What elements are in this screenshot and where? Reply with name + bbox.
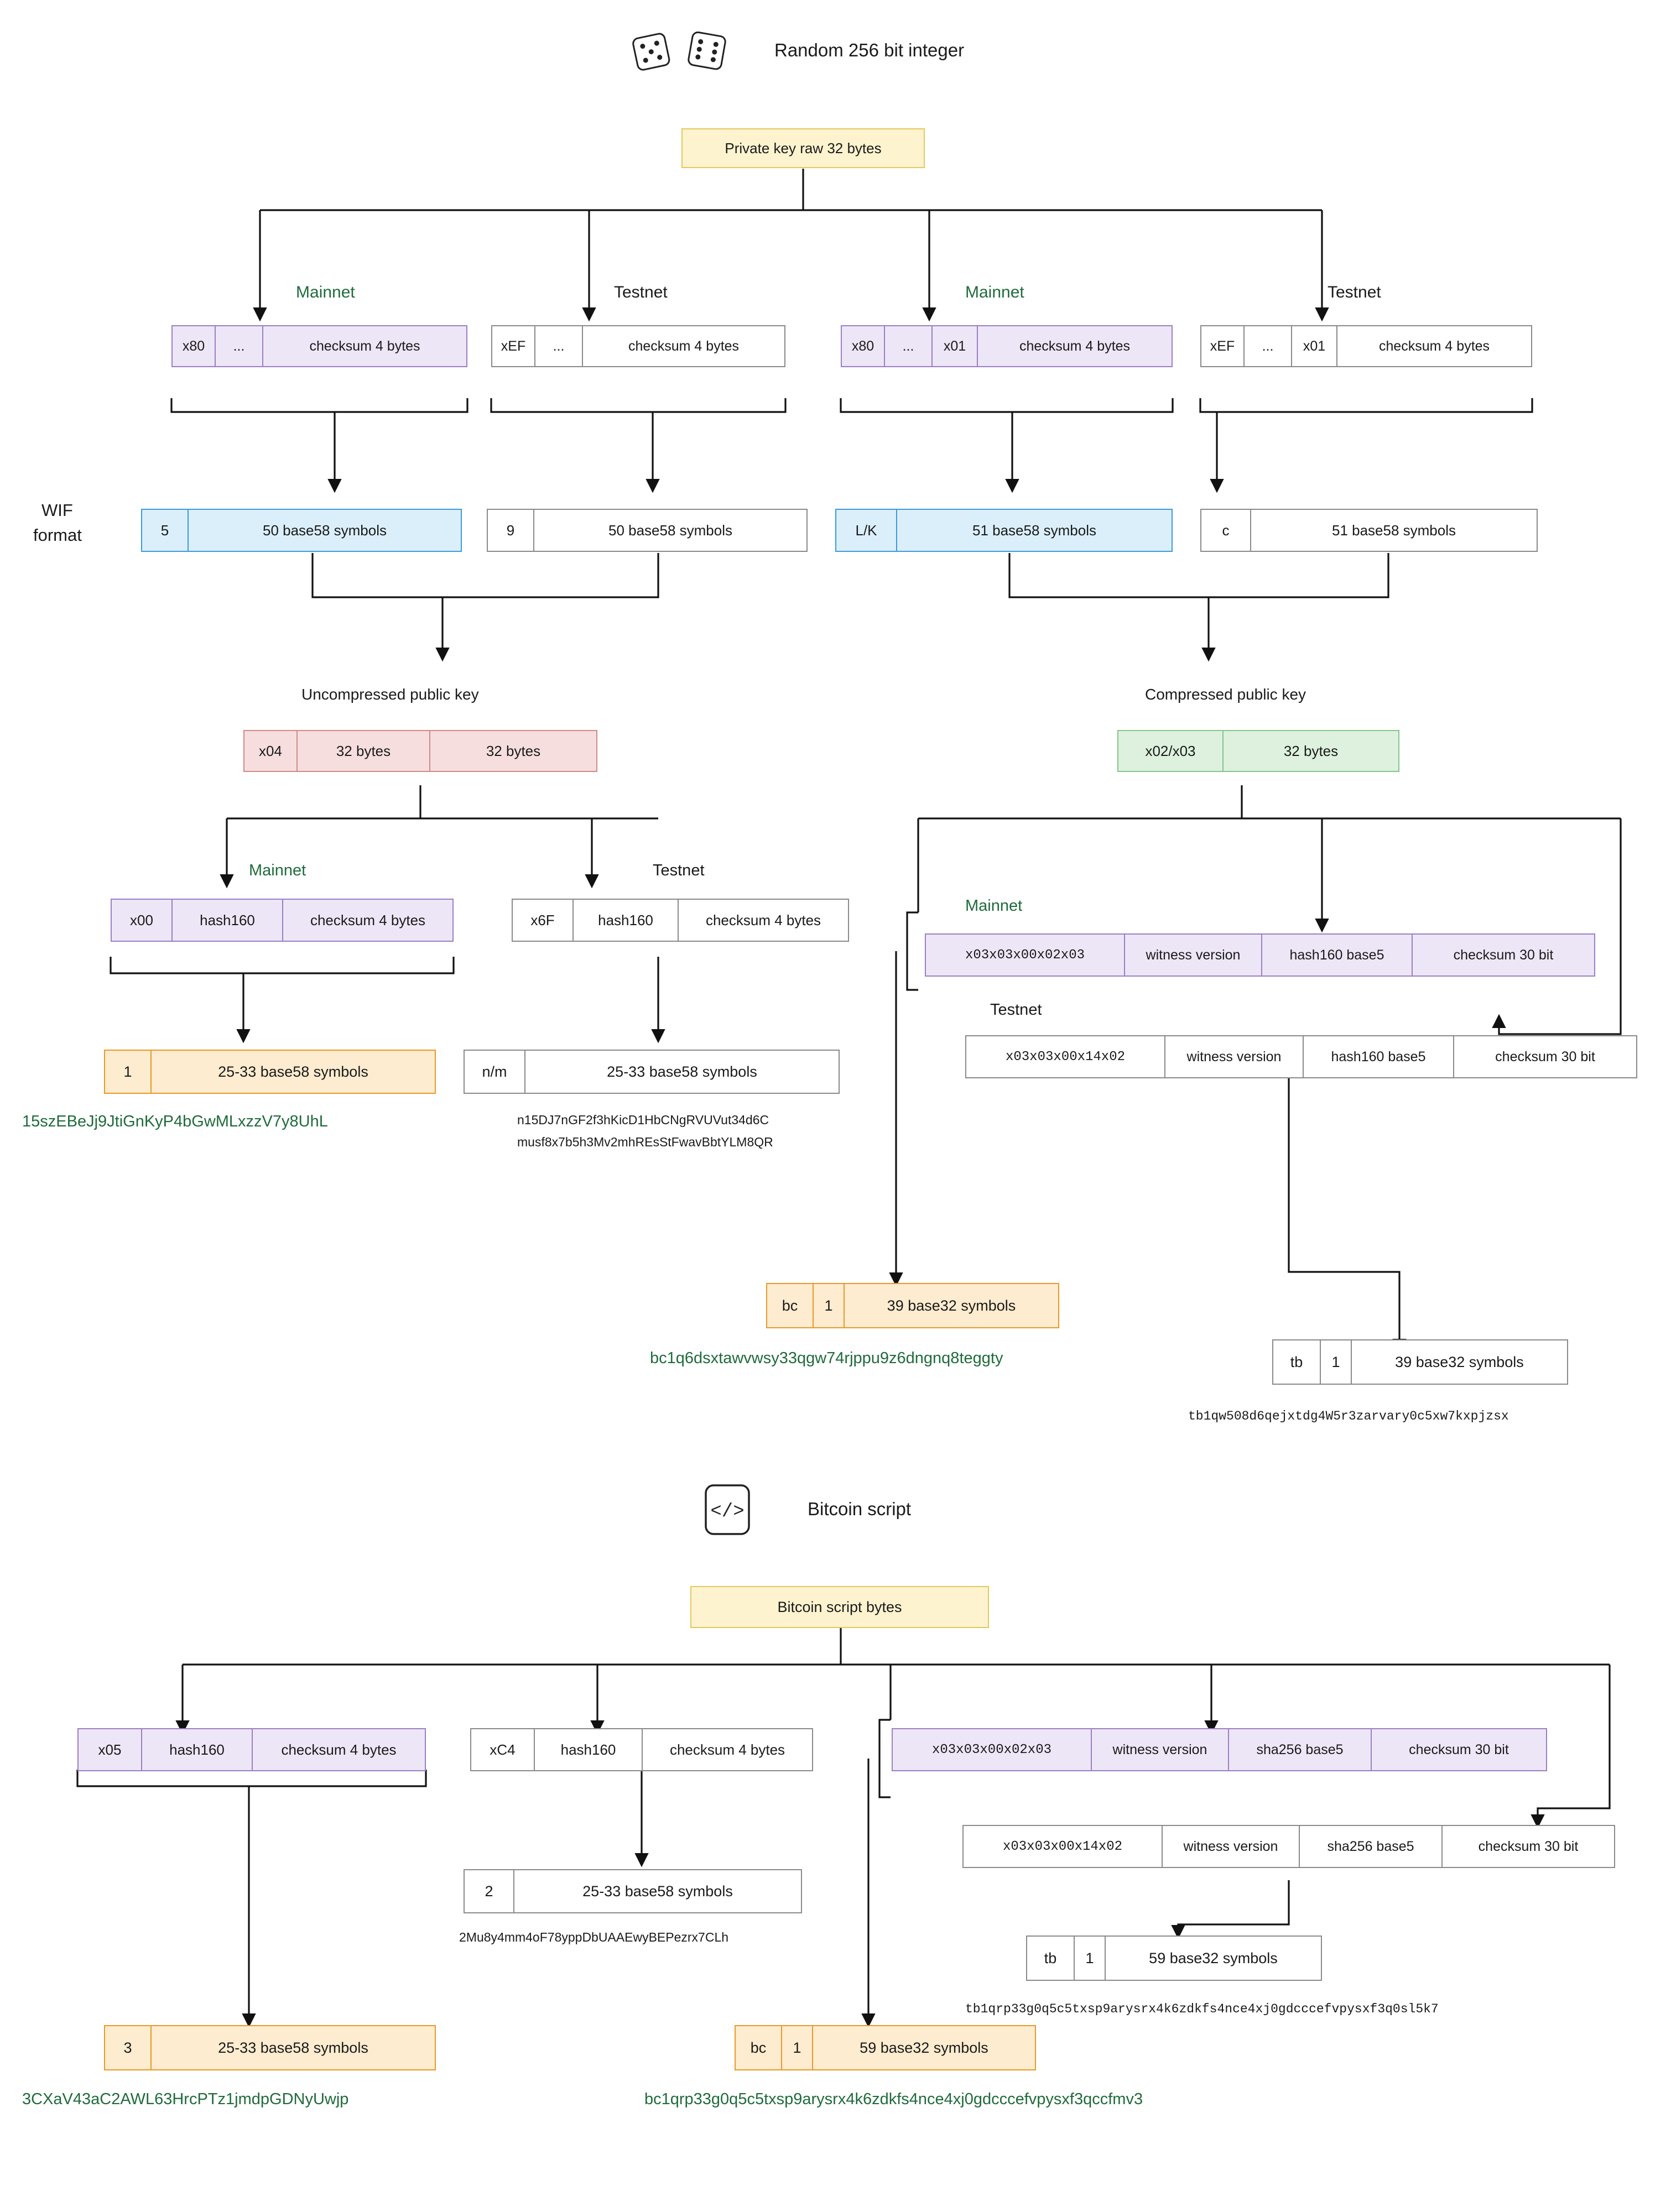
segwit-testnet-label: Testnet — [990, 1001, 1042, 1019]
p2pkh-testnet-label: Testnet — [653, 862, 705, 879]
cell-version: x6F — [513, 900, 574, 941]
cell-checksum30: checksum 30 bit — [1453, 947, 1554, 963]
cell-ellipsis: ... — [1245, 326, 1292, 366]
bech32-version: 1 — [1075, 1937, 1106, 1980]
bech32-hrp: bc — [767, 1284, 814, 1327]
address-body: 25-33 base58 symbols — [218, 1063, 368, 1080]
cell-prefix: x04 — [244, 731, 298, 771]
p2sh-testnet-box — [470, 1728, 813, 1771]
cell-compression-flag: x01 — [933, 326, 978, 366]
segwit-script-mainnet-box — [892, 1728, 1547, 1771]
address-body: 25-33 base58 symbols — [582, 1882, 733, 1900]
cell-version: xC4 — [471, 1729, 535, 1770]
bech32-hrp: bc — [736, 2026, 782, 2069]
bech32-script-mainnet-box — [735, 2025, 1036, 2070]
address-mainnet-p2sh-box — [104, 2025, 436, 2070]
bech32-mainnet-box — [766, 1283, 1059, 1328]
cell-version: xEF — [492, 326, 535, 366]
private-key-box: Private key raw 32 bytes — [681, 128, 925, 168]
cell-x: 32 bytes — [298, 731, 430, 771]
wif-prefix-box-testnet-compressed — [1200, 325, 1532, 367]
row1-net-label-3: Testnet — [1328, 283, 1381, 301]
cell-version: xEF — [1201, 326, 1245, 366]
wif-prefix: 5 — [142, 510, 189, 551]
bech32-script-testnet-box — [1026, 1936, 1322, 1981]
bitcoin-script-title: Bitcoin script — [808, 1499, 912, 1519]
svg-text:</>: </> — [710, 1501, 745, 1522]
address-mainnet-p2pkh-box — [104, 1050, 436, 1094]
wif-box-mainnet-uncompressed — [141, 509, 462, 552]
cell-witness-version: witness version — [1092, 1729, 1229, 1770]
cell-checksum30: checksum 30 bit — [1409, 1741, 1509, 1757]
bech32-script-mainnet-value: bc1qrp33g0q5c5txsp9arysrx4k6zdkfs4nce4xj0gdcccefvpysxf3qccfmv3 — [644, 2090, 1143, 2108]
address-body: 25-33 base58 symbols — [607, 1063, 757, 1080]
bech32-hrp: tb — [1027, 1937, 1075, 1980]
cell-checksum: checksum 4 bytes — [281, 1741, 397, 1758]
cell-hash160: hash160 — [173, 900, 283, 941]
cell-ellipsis: ... — [535, 326, 583, 366]
segwit-mainnet-box — [925, 933, 1595, 977]
cell-witness-version: witness version — [1163, 1826, 1300, 1867]
bech32-body: 59 base32 symbols — [860, 2039, 988, 2056]
p2pkh-mainnet-label: Mainnet — [249, 862, 306, 879]
random-integer-label: Random 256 bit integer — [774, 40, 965, 60]
address-testnet-p2pkh-box — [464, 1050, 840, 1094]
cell-ellipsis: ... — [216, 326, 263, 366]
cell-hash160: hash160 — [574, 900, 679, 941]
code-file-icon — [702, 1482, 752, 1540]
address-testnet-p2sh-value: 2Mu8y4mm4oF78yppDbUAAEwyBEPezrx7CLh — [459, 1930, 729, 1944]
wif-prefix: c — [1201, 510, 1251, 551]
wif-prefix: 9 — [488, 510, 534, 551]
address-prefix: 3 — [105, 2026, 152, 2069]
cell-hash160-base5: hash160 base5 — [1304, 1036, 1454, 1077]
row1-net-label-1: Testnet — [614, 283, 668, 301]
segwit-script-testnet-box — [962, 1825, 1615, 1868]
cell-hrp-expanded: x03x03x00x14x02 — [964, 1826, 1163, 1867]
cell-witness-version: witness version — [1165, 1036, 1304, 1077]
cell-checksum30: checksum 30 bit — [1478, 1838, 1579, 1854]
address-body: 25-33 base58 symbols — [218, 2039, 368, 2056]
cell-checksum30: checksum 30 bit — [1495, 1048, 1595, 1065]
bech32-body: 39 base32 symbols — [887, 1297, 1016, 1314]
address-mainnet-p2sh-value: 3CXaV43aC2AWL63HrcPTz1jmdpGDNyUwjp — [22, 2090, 349, 2108]
cell-sha256-base5: sha256 base5 — [1229, 1729, 1372, 1770]
wif-body: 50 base58 symbols — [262, 521, 387, 539]
cell-prefix: x02/x03 — [1118, 731, 1224, 771]
cell-checksum: checksum 4 bytes — [705, 911, 821, 928]
cell-x: 32 bytes — [1283, 742, 1339, 759]
bech32-testnet-box — [1272, 1339, 1568, 1385]
cell-hash160: hash160 — [535, 1729, 643, 1770]
cell-version: x80 — [173, 326, 216, 366]
cell-version: x80 — [842, 326, 885, 366]
bech32-version: 1 — [814, 1284, 845, 1327]
segwit-testnet-box — [965, 1035, 1637, 1078]
cell-version: x05 — [79, 1729, 142, 1770]
wif-prefix-box-mainnet-compressed — [841, 325, 1173, 367]
bech32-script-testnet-value: tb1qrp33g0q5c5txsp9arysrx4k6zdkfs4nce4xj0gdcccefvpysxf3q0sl5k7 — [965, 2002, 1439, 2016]
cell-checksum: checksum 4 bytes — [1019, 338, 1131, 354]
cell-checksum: checksum 4 bytes — [310, 911, 426, 928]
wif-format-label-line2: format — [33, 525, 82, 545]
wif-body: 51 base58 symbols — [972, 521, 1097, 539]
uncompressed-pubkey-box — [243, 730, 597, 772]
cell-checksum: checksum 4 bytes — [628, 338, 740, 354]
uncompressed-pubkey-label: Uncompressed public key — [301, 686, 479, 703]
bech32-body: 59 base32 symbols — [1149, 1949, 1278, 1966]
address-prefix: n/m — [465, 1051, 525, 1093]
bech32-version: 1 — [782, 2026, 813, 2069]
cell-ellipsis: ... — [885, 326, 933, 366]
cell-hrp-expanded: x03x03x00x02x03 — [893, 1729, 1092, 1770]
p2pkh-testnet-box — [512, 899, 849, 942]
cell-checksum: checksum 4 bytes — [309, 338, 420, 354]
wif-prefix-box-mainnet-uncompressed — [171, 325, 467, 367]
dice-icon — [625, 29, 752, 76]
segwit-mainnet-label: Mainnet — [965, 897, 1023, 915]
cell-hash160-base5: hash160 base5 — [1262, 935, 1413, 975]
compressed-pubkey-box — [1117, 730, 1399, 772]
wif-body: 51 base58 symbols — [1331, 521, 1456, 539]
bech32-body: 39 base32 symbols — [1395, 1353, 1524, 1370]
cell-sha256-base5: sha256 base5 — [1300, 1826, 1443, 1867]
cell-hrp-expanded: x03x03x00x02x03 — [926, 935, 1125, 975]
wif-body: 50 base58 symbols — [608, 521, 733, 539]
address-prefix: 1 — [105, 1051, 152, 1093]
cell-version: x00 — [112, 900, 173, 941]
cell-witness-version: witness version — [1125, 935, 1262, 975]
wif-prefix: L/K — [836, 510, 897, 551]
bech32-testnet-value: tb1qw508d6qejxtdg4W5r3zarvary0c5xw7kxpjzsx — [1188, 1409, 1509, 1423]
row1-net-label-2: Mainnet — [965, 283, 1024, 301]
cell-hrp-expanded: x03x03x00x14x02 — [966, 1036, 1165, 1077]
wif-box-testnet-uncompressed — [487, 509, 808, 552]
address-testnet-p2sh-box — [464, 1869, 802, 1913]
bech32-hrp: tb — [1273, 1340, 1321, 1384]
bech32-version: 1 — [1321, 1340, 1352, 1384]
p2pkh-mainnet-box — [111, 899, 454, 942]
wif-box-testnet-compressed — [1200, 509, 1538, 552]
wif-format-label-line1: WIF — [41, 500, 73, 520]
bech32-mainnet-value: bc1q6dsxtawvwsy33qgw74rjppu9z6dngnq8teggty — [650, 1349, 1003, 1367]
cell-compression-flag: x01 — [1292, 326, 1337, 366]
address-prefix: 2 — [465, 1870, 514, 1912]
compressed-pubkey-label: Compressed public key — [1145, 686, 1306, 703]
row1-net-label-0: Mainnet — [296, 283, 355, 301]
address-mainnet-p2pkh-value: 15szEBeJj9JtiGnKyP4bGwMLxzzV7y8UhL — [22, 1113, 328, 1130]
address-testnet-p2pkh-value-line1: n15DJ7nGF2f3hKicD1HbCNgRVUVut34d6C — [517, 1113, 769, 1127]
p2sh-mainnet-box — [77, 1728, 426, 1771]
cell-checksum: checksum 4 bytes — [669, 1741, 785, 1758]
bitcoin-script-box: Bitcoin script bytes — [690, 1586, 989, 1628]
cell-y: 32 bytes — [486, 742, 541, 759]
wif-prefix-box-testnet-uncompressed — [491, 325, 785, 367]
wif-box-mainnet-compressed — [835, 509, 1173, 552]
cell-checksum: checksum 4 bytes — [1378, 338, 1490, 354]
address-testnet-p2pkh-value-line2: musf8x7b5h3Mv2mhREsStFwavBbtYLM8QR — [517, 1135, 773, 1149]
cell-hash160: hash160 — [142, 1729, 253, 1770]
